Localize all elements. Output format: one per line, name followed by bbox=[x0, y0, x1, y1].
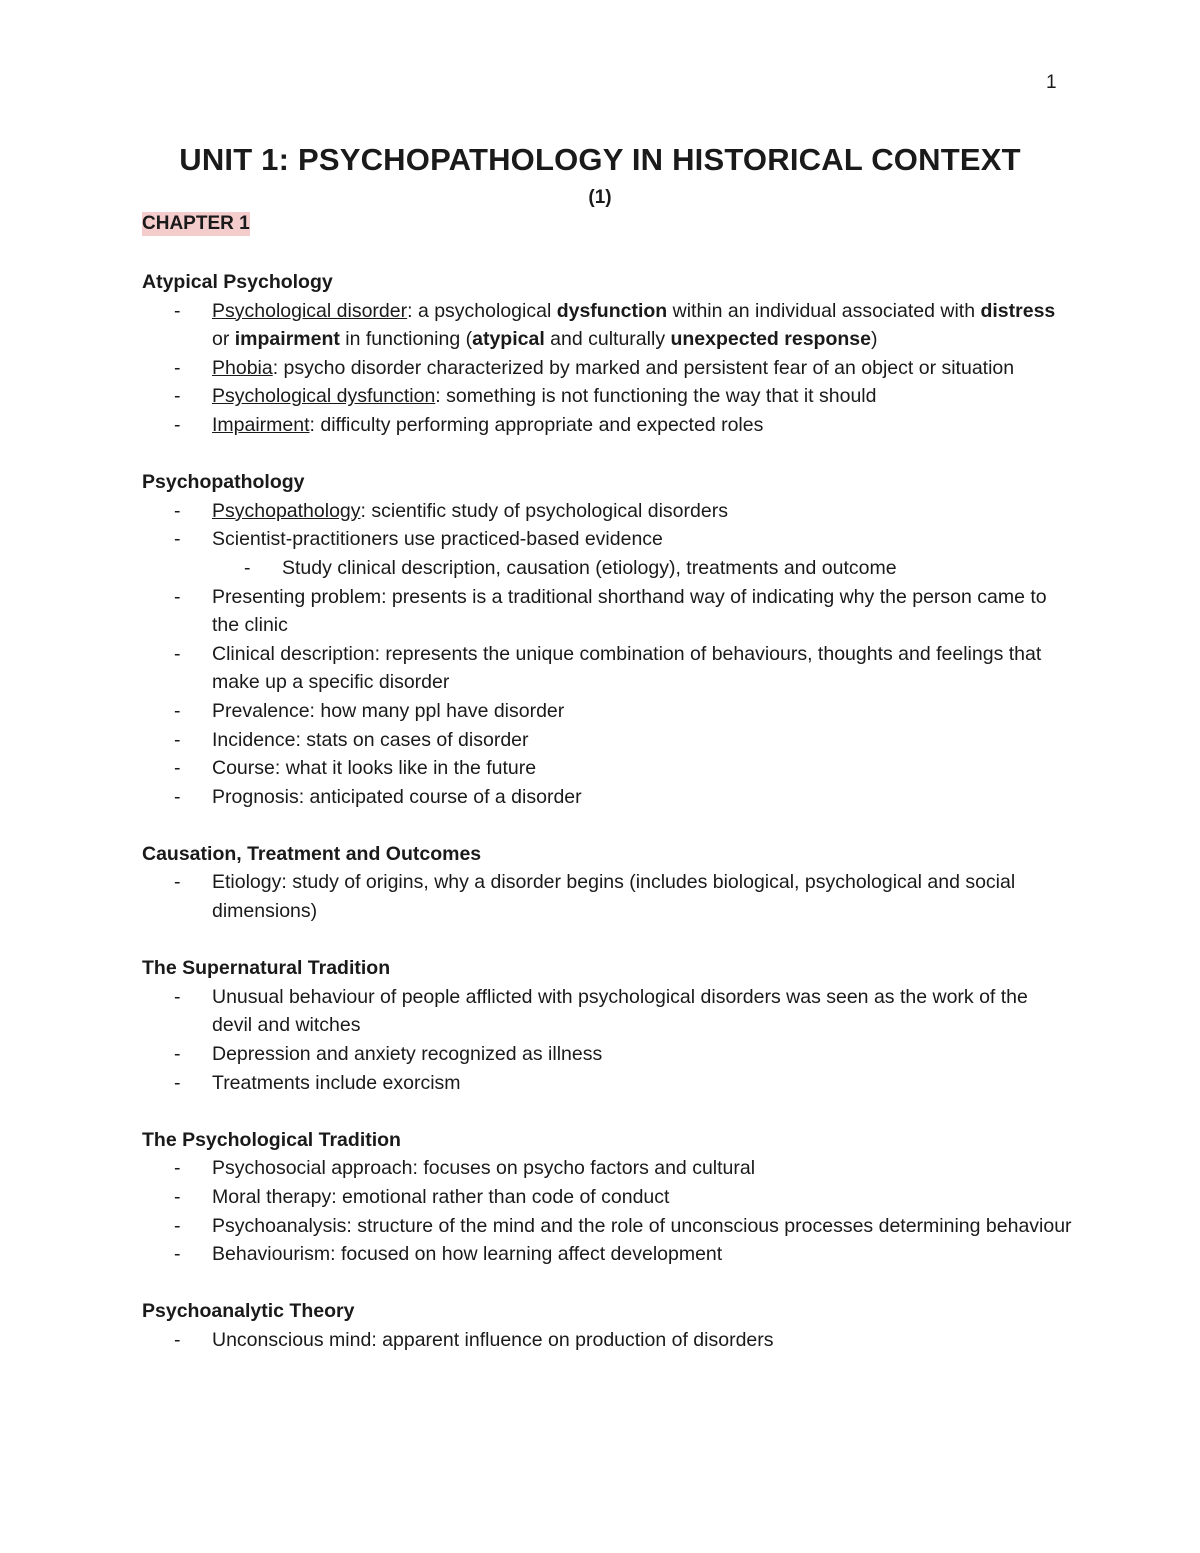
definition-text: and culturally bbox=[544, 328, 671, 351]
section-psychoanalytic-theory bbox=[142, 1297, 1072, 1354]
list-item: - Unconscious mind: apparent influence on production of disorders bbox=[142, 1326, 1072, 1355]
list-item: - Depression and anxiety recognized as illness bbox=[142, 1040, 1072, 1069]
keyword: distress bbox=[980, 299, 1056, 322]
list-item: - Prognosis: anticipated course of a disorder bbox=[142, 783, 1072, 812]
list-item: - Etiology: study of origins, why a disorder begins (includes biological, psychological and social dimensions) bbox=[142, 868, 1072, 925]
list-item: - Unusual behaviour of people afflicted with psychological disorders was seen as the work of the devil and witches bbox=[142, 983, 1072, 1040]
list-item bbox=[142, 497, 1072, 526]
definition-text: : psycho disorder characterized by marked and persistent fear of an object or situation bbox=[272, 356, 1015, 379]
term: Phobia bbox=[212, 356, 273, 379]
term: Psychological disorder bbox=[212, 299, 408, 322]
list-item: - Prevalence: how many ppl have disorder bbox=[142, 697, 1072, 726]
keyword: unexpected response bbox=[670, 328, 871, 351]
list-item: - Incidence: stats on cases of disorder bbox=[142, 726, 1072, 755]
definition-text: : something is not functioning the way that it should bbox=[435, 385, 877, 408]
list-item: - Psychosocial approach: focuses on psycho factors and cultural bbox=[142, 1154, 1072, 1183]
bullet-list bbox=[142, 983, 1072, 1097]
section-heading: Atypical Psychology bbox=[142, 271, 333, 293]
list-item bbox=[142, 411, 1072, 440]
section-atypical-psychology bbox=[142, 268, 1072, 440]
bullet-list bbox=[142, 297, 1072, 440]
definition-text: : a psychological bbox=[407, 299, 557, 322]
list-item: - Moral therapy: emotional rather than code of conduct bbox=[142, 1183, 1072, 1212]
list-item bbox=[142, 354, 1072, 383]
chapter-label: CHAPTER 1 bbox=[142, 213, 250, 234]
section-psychopathology bbox=[142, 468, 1072, 811]
section-causation bbox=[142, 840, 1072, 926]
section-supernatural-tradition bbox=[142, 954, 1072, 1097]
sub-list-item: - Study clinical description, causation (etiology), treatments and outcome bbox=[142, 554, 1072, 583]
section-psychological-tradition bbox=[142, 1126, 1072, 1269]
bullet-list bbox=[142, 868, 1072, 925]
list-item: - Psychoanalysis: structure of the mind and the role of unconscious processes determining behaviour bbox=[142, 1212, 1072, 1241]
definition-text: in functioning ( bbox=[339, 328, 473, 351]
list-item bbox=[142, 297, 1072, 354]
list-item: - Course: what it looks like in the future bbox=[142, 754, 1072, 783]
section-heading: The Supernatural Tradition bbox=[142, 957, 391, 980]
document-title: UNIT 1: PSYCHOPATHOLOGY IN HISTORICAL CONTEXT bbox=[179, 142, 1021, 177]
bullet-list bbox=[142, 1154, 1072, 1268]
section-heading: Psychoanalytic Theory bbox=[142, 1300, 355, 1323]
section-heading: Psychopathology bbox=[142, 471, 305, 494]
keyword: impairment bbox=[234, 328, 340, 351]
list-item: - Treatments include exorcism bbox=[142, 1069, 1072, 1098]
definition-text: : scientific study of psychological disorders bbox=[360, 499, 728, 522]
page-number: 1 bbox=[1046, 72, 1057, 93]
section-heading: The Psychological Tradition bbox=[142, 1128, 401, 1151]
definition-text: or bbox=[212, 328, 235, 351]
list-item: - Behaviourism: focused on how learning affect development bbox=[142, 1240, 1072, 1269]
term: Impairment bbox=[212, 413, 310, 436]
keyword: dysfunction bbox=[556, 299, 668, 322]
definition-text: : difficulty performing appropriate and expected roles bbox=[309, 413, 764, 436]
definition-text: ) bbox=[870, 328, 878, 351]
list-item: - Clinical description: represents the unique combination of behaviours, thoughts and feelings that make up a specific disorder bbox=[142, 640, 1072, 697]
document-subtitle: (1) bbox=[588, 187, 612, 208]
keyword: atypical bbox=[472, 328, 545, 351]
notes-content bbox=[142, 268, 1072, 1383]
definition-text: within an individual associated with bbox=[667, 299, 981, 322]
term: Psychopathology bbox=[212, 499, 361, 522]
bullet-list bbox=[142, 497, 1072, 812]
list-item bbox=[142, 382, 1072, 411]
term: Psychological dysfunction bbox=[212, 385, 436, 408]
bullet-list bbox=[142, 1326, 1072, 1355]
section-heading: Causation, Treatment and Outcomes bbox=[142, 842, 482, 865]
list-item: - Scientist-practitioners use practiced-based evidence bbox=[142, 525, 1072, 554]
list-item: - Presenting problem: presents is a traditional shorthand way of indicating why the person came to the clinic bbox=[142, 583, 1072, 640]
